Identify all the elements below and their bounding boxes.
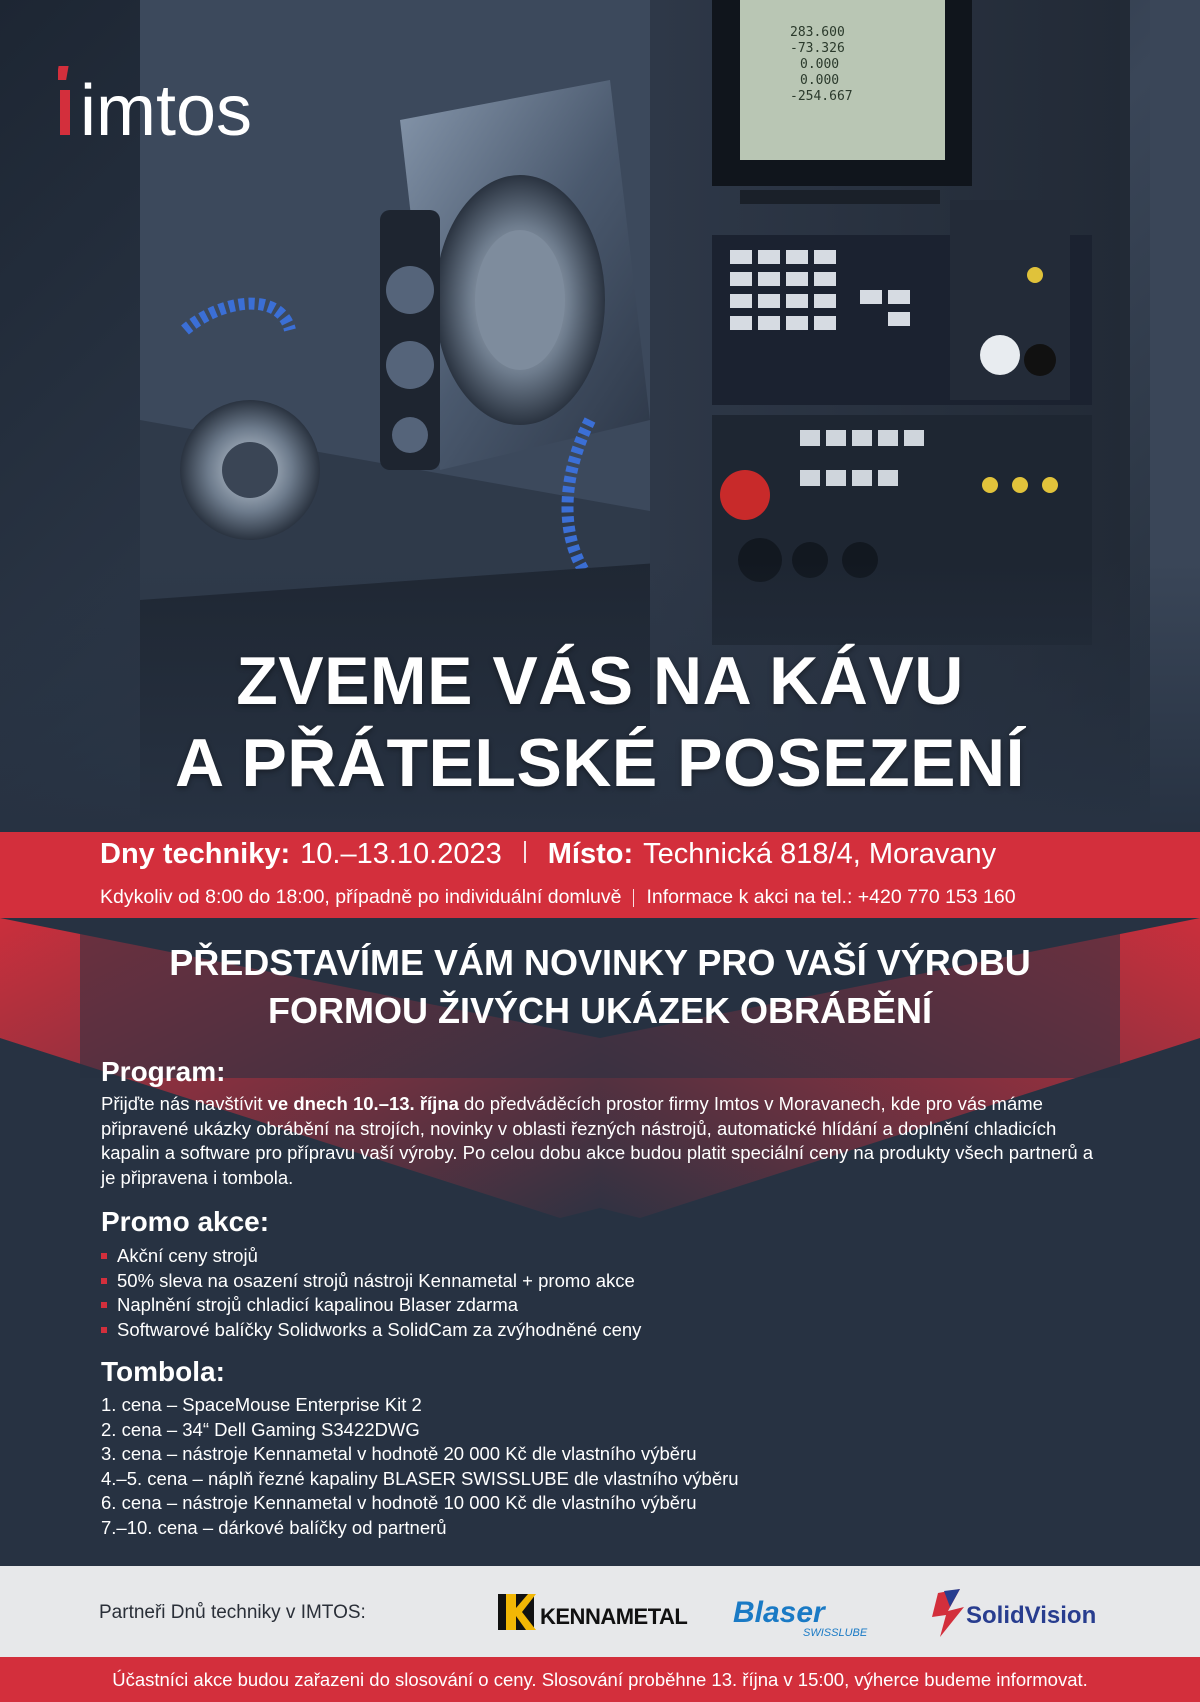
event-info-row xyxy=(100,838,1102,878)
program-text-rest: do předváděcích prostor firmy Imtos v Moravanech, kde pro vás máme připravené ukázky obrábění na strojích, novinky v oblasti řezných nástrojů, automatické hlídání a doplnění chladicích kapalin a software pro přípravu vaší výroby. Po celou dobu akce budou platit speciální ceny na produkty všech partnerů a je připravena i tombola. xyxy=(101,1093,1094,1188)
subheadline-line-2: FORMOU ŽIVÝCH UKÁZEK OBRÁBĚNÍ xyxy=(268,990,932,1031)
headline-line-1: ZVEME VÁS NA KÁVU xyxy=(236,643,964,719)
promo-title: Promo akce: xyxy=(101,1206,270,1237)
list-item-text: Akční ceny strojů xyxy=(117,1245,258,1266)
list-item xyxy=(101,1269,1101,1294)
place-label: Místo: xyxy=(547,838,634,870)
list-item: 1. cena – SpaceMouse Enterprise Kit 2 xyxy=(101,1394,422,1415)
tombola-title: Tombola: xyxy=(101,1356,225,1387)
imtos-logo xyxy=(58,58,308,148)
bullet-icon xyxy=(101,1327,107,1333)
dates-label: Dny techniky: xyxy=(100,838,291,870)
blaser-sub-text: SWISSLUBE xyxy=(803,1627,868,1638)
blaser-logo xyxy=(733,1594,883,1638)
hero-machine-image xyxy=(0,0,1200,830)
list-item: 3. cena – nástroje Kennametal v hodnotě 20 000 Kč dle vlastního výběru xyxy=(101,1443,697,1464)
subheadline-line-1: PŘEDSTAVÍME VÁM NOVINKY PRO VAŠÍ VÝROBU xyxy=(169,942,1031,983)
list-item: 4.–5. cena – náplň řezné kapaliny BLASER SWISSLUBE dle vlastního výběru xyxy=(101,1467,739,1489)
bullet-icon xyxy=(101,1278,107,1284)
list-item xyxy=(101,1244,1101,1269)
promo-list xyxy=(101,1244,1101,1342)
blaser-text: Blaser xyxy=(733,1596,825,1629)
svg-text:283.600: 283.600 xyxy=(790,25,845,40)
partners-label: Partneři Dnů techniky v IMTOS: xyxy=(99,1602,366,1623)
kennametal-text: KENNAMETAL xyxy=(540,1604,688,1629)
list-item: 2. cena – 34“ Dell Gaming S3422DWG xyxy=(101,1418,420,1440)
program-text-dates: ve dnech 10.–13. října xyxy=(267,1093,459,1114)
separator xyxy=(633,889,634,907)
list-item-text: Naplnění strojů chladicí kapalinou Blaser zdarma xyxy=(117,1294,519,1315)
bullet-icon xyxy=(101,1302,107,1308)
svg-text:-73.326: -73.326 xyxy=(790,41,845,56)
dates-value: 10.–13.10.2023 xyxy=(300,838,502,870)
list-item xyxy=(101,1318,1101,1343)
svg-text:0.000: 0.000 xyxy=(800,73,840,88)
event-details-row xyxy=(100,886,1102,909)
separator xyxy=(524,841,526,863)
place-value: Technická 818/4, Moravany xyxy=(643,838,997,870)
program-text-start: Přijďte nás navštívit xyxy=(101,1093,268,1114)
hours-text: Kdykoliv od 8:00 do 18:00, případně po individuální domluvě xyxy=(100,886,622,908)
solidvision-text: SolidVision xyxy=(966,1602,1096,1629)
tombola-list xyxy=(101,1393,1101,1540)
list-item: 6. cena – nástroje Kennametal v hodnotě 10 000 Kč dle vlastního výběru xyxy=(101,1492,697,1513)
logo-text: imtos xyxy=(80,71,253,148)
list-item: 7.–10. cena – dárkové balíčky od partnerů xyxy=(101,1516,447,1538)
solidvision-logo xyxy=(926,1585,1096,1641)
contact-text: Informace k akci na tel.: +420 770 153 160 xyxy=(646,886,1016,908)
footer-text: Účastníci akce budou zařazeni do slosování o ceny. Slosování proběhne 13. října v 15:00, výherce budeme informovat. xyxy=(112,1669,1088,1690)
list-item-text: 50% sleva na osazení strojů nástroji Kennametal + promo akce xyxy=(117,1269,635,1291)
svg-text:0.000: 0.000 xyxy=(800,57,840,72)
program-title: Program: xyxy=(101,1056,226,1087)
headline-line-2: A PŘÁTELSKÉ POSEZENÍ xyxy=(174,725,1026,801)
svg-text:-254.667: -254.667 xyxy=(790,89,853,104)
program-text xyxy=(101,1092,1101,1190)
kennametal-logo xyxy=(498,1592,688,1632)
list-item-text: Softwarové balíčky Solidworks a SolidCam za zvýhodněné ceny xyxy=(117,1318,642,1340)
bullet-icon xyxy=(101,1253,107,1259)
list-item xyxy=(101,1293,1101,1318)
